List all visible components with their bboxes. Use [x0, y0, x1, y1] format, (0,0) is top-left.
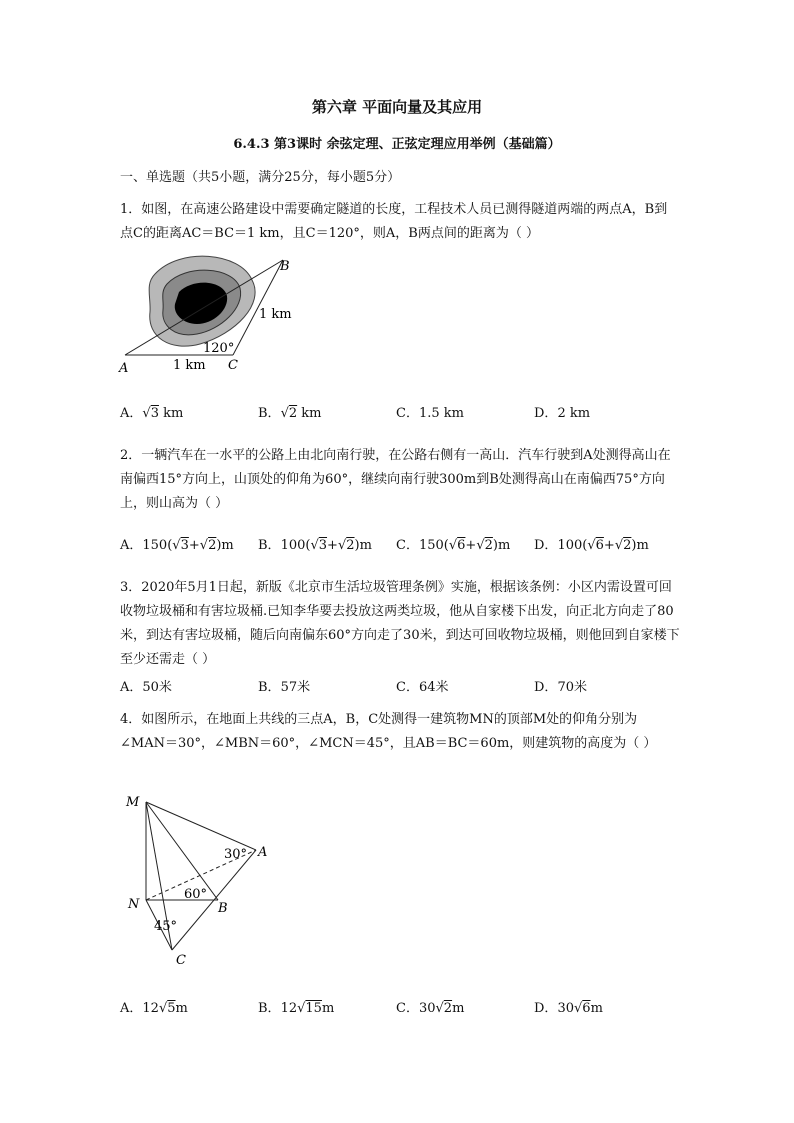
option-a[interactable] — [120, 676, 172, 695]
radicand: 2 — [288, 406, 298, 421]
segment-mb — [146, 802, 218, 900]
radicand: 2 — [346, 538, 355, 553]
radicand: 6 — [457, 538, 466, 553]
segment-ma — [146, 802, 256, 850]
option-unit: )m — [631, 538, 649, 553]
option-value: 50米 — [142, 680, 172, 695]
question-1-stem: 1．如图，在高速公路建设中需要确定隧道的长度，工程技术人员已测得隧道两端的两点A，B到点C的距离AC＝BC＝1 km，且C＝120°，则A，B两点间的距离为（ ） — [120, 202, 668, 241]
question-2-options — [120, 534, 700, 556]
option-letter: A． — [120, 538, 143, 553]
option-c[interactable]: C．30√2m — [396, 1001, 465, 1016]
radicand: 2 — [484, 538, 493, 553]
option-unit: m — [452, 1001, 465, 1016]
label-side-ac: 1 km — [173, 358, 206, 373]
option-c[interactable] — [396, 676, 449, 695]
option-b[interactable]: B．100(√3+√2)m — [258, 538, 372, 553]
question-2-stem: 2．一辆汽车在一水平的公路上由北向南行驶，在公路右侧有一高山．汽车行驶到A处测得高山在南偏西15°方向上，山顶处的仰角为60°，继续向南行驶300m到B处测得高山在南偏西75°方向上，则山高为（ ） — [120, 448, 671, 511]
option-letter: C． — [396, 406, 419, 421]
label-point-m: M — [126, 795, 140, 810]
label-angle-c: 45° — [154, 919, 178, 934]
option-coef: 150( — [142, 538, 173, 553]
option-letter: B． — [258, 538, 281, 553]
option-letter: C． — [396, 680, 419, 695]
plus-sign: + — [327, 538, 338, 553]
question-1-options — [120, 402, 700, 424]
label-point-a: A — [258, 845, 268, 860]
option-coef: 12 — [280, 1001, 298, 1016]
radicand: 6 — [595, 538, 604, 553]
label-angle-a: 30° — [224, 847, 248, 862]
option-letter: D． — [534, 1001, 558, 1016]
option-a[interactable]: A．√3 km — [120, 406, 184, 421]
option-letter: C． — [396, 538, 419, 553]
option-letter: D． — [534, 406, 558, 421]
option-unit: km — [158, 406, 184, 421]
option-letter: A． — [120, 680, 143, 695]
option-d[interactable]: D．100(√6+√2)m — [534, 538, 649, 553]
option-letter: B． — [258, 406, 281, 421]
option-b[interactable] — [258, 676, 310, 695]
option-coef: 30 — [418, 1001, 436, 1016]
option-b[interactable]: B．12√15m — [258, 1001, 335, 1016]
option-unit: )m — [354, 538, 372, 553]
option-unit: km — [297, 406, 322, 421]
label-point-b: B — [218, 901, 228, 916]
radicand: 5 — [167, 1001, 176, 1016]
option-letter: B． — [258, 680, 281, 695]
option-letter: A． — [120, 406, 143, 421]
option-d[interactable] — [534, 676, 587, 695]
option-unit: )m — [492, 538, 511, 553]
page-subtitle: 6.4.3 第3课时 余弦定理、正弦定理应用举例（基础篇） — [233, 137, 561, 152]
label-angle-c: 120° — [203, 341, 235, 356]
option-letter: B． — [258, 1001, 281, 1016]
plus-sign: + — [188, 538, 200, 553]
option-value: 1.5 km — [418, 406, 464, 421]
radicand: 15 — [305, 1001, 322, 1016]
question-3-stem: 3．2020年5月1日起，新版《北京市生活垃圾管理条例》实施，根据该条例：小区内需设置可回收物垃圾桶和有害垃圾桶.已知李华要去投放这两类垃圾，他从自家楼下出发，向正北方向走了80米，到达有害垃圾桶，随后向南偏东60°方向走了30米，到达可回收物垃圾桶，则他回到自家楼下至少还需走（ ） — [120, 580, 680, 667]
radicand: 6 — [582, 1001, 591, 1016]
option-coef: 12 — [142, 1001, 159, 1016]
option-a[interactable]: A．12√5m — [120, 1001, 188, 1016]
radicand: 2 — [208, 538, 217, 553]
label-point-b: B — [280, 259, 290, 274]
option-b[interactable]: B．√2 km — [258, 406, 322, 421]
radicand: 3 — [150, 406, 159, 421]
option-unit: m — [590, 1001, 603, 1016]
label-side-cb: 1 km — [259, 307, 292, 322]
option-value: 70米 — [557, 680, 587, 695]
radicand: 3 — [180, 538, 189, 553]
question-1-figure — [115, 252, 315, 378]
label-point-n: N — [128, 897, 140, 912]
option-coef: 150( — [418, 538, 449, 553]
option-value: 64米 — [418, 680, 449, 695]
label-angle-b: 60° — [184, 887, 208, 902]
option-value: 2 km — [557, 406, 591, 421]
option-value: 57米 — [280, 680, 311, 695]
option-c[interactable]: C．150(√6+√2)m — [396, 538, 511, 553]
radicand: 3 — [318, 538, 328, 553]
label-point-a: A — [119, 361, 129, 376]
plus-sign: + — [465, 538, 477, 553]
plus-sign: + — [603, 538, 615, 553]
label-point-c: C — [176, 953, 186, 968]
option-d[interactable]: D．30√6m — [534, 1001, 603, 1016]
label-point-c: C — [228, 358, 238, 373]
section-heading: 一、单选题（共5小题，满分25分，每小题5分） — [120, 170, 401, 185]
option-letter: C． — [396, 1001, 419, 1016]
option-coef: 100( — [557, 538, 588, 553]
radicand: 2 — [623, 538, 632, 553]
option-unit: m — [175, 1001, 188, 1016]
option-letter: D． — [534, 680, 558, 695]
option-unit: m — [321, 1001, 335, 1016]
option-unit: )m — [216, 538, 234, 553]
question-4-figure — [120, 790, 280, 970]
option-letter: A． — [120, 1001, 143, 1016]
option-coef: 30 — [557, 1001, 574, 1016]
page-title: 第六章 平面向量及其应用 — [311, 98, 483, 116]
option-a[interactable]: A．150(√3+√2)m — [120, 538, 234, 553]
radicand: 2 — [443, 1001, 453, 1016]
option-d[interactable] — [534, 402, 590, 421]
question-4-options — [120, 997, 700, 1019]
option-coef: 100( — [280, 538, 311, 553]
option-letter: D． — [534, 538, 558, 553]
option-c[interactable] — [396, 402, 464, 421]
question-3-options — [120, 676, 700, 698]
question-4-stem: 4．如图所示，在地面上共线的三点A，B，C处测得一建筑物MN的顶部M处的仰角分别为∠MAN＝30°，∠MBN＝60°，∠MCN＝45°，且AB＝BC＝60m，则建筑物的高度为（ ） — [120, 712, 657, 751]
